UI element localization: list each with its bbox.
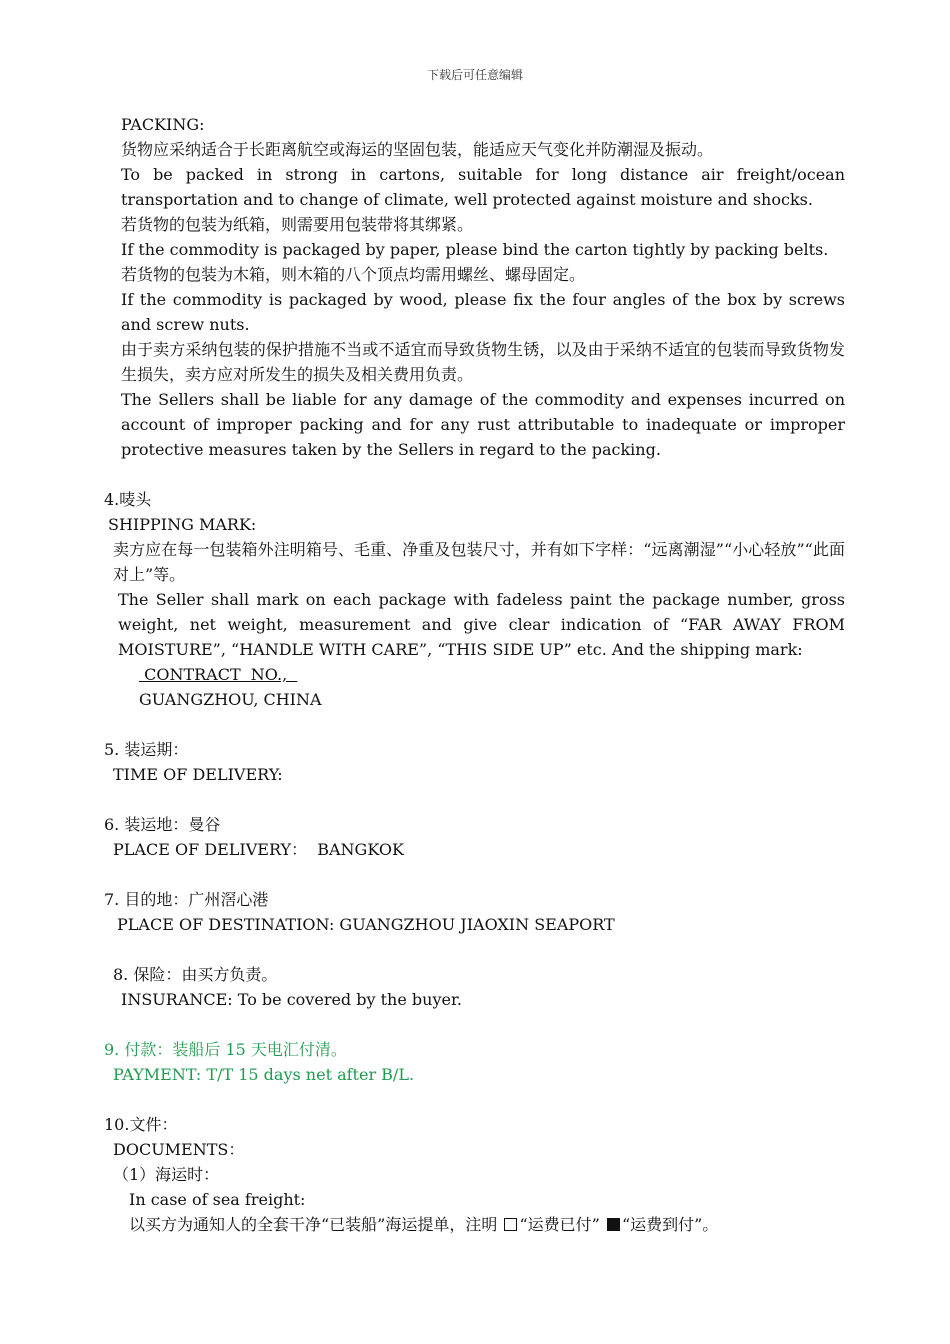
document-body bbox=[104, 112, 845, 1237]
destination-section bbox=[104, 887, 845, 937]
packing-cn-4: 由于卖方采纳包装的保护措施不当或不适宜而导致货物生锈，以及由于采纳不适宜的包装而导致货物发生损失，卖方应对所发生的损失及相关费用负责。 bbox=[121, 340, 845, 384]
delivery-place-section bbox=[104, 812, 845, 862]
packing-cn-1: 货物应采纳适合于长距离航空或海运的坚固包装，能适应天气变化并防潮湿及振动。 bbox=[121, 140, 714, 159]
page-header-note: 下载后可任意编辑 bbox=[426, 68, 523, 82]
shipping-mark-contract bbox=[104, 662, 845, 687]
section-5-title: 5. 装运期： bbox=[104, 740, 189, 759]
section-10-subtitle: DOCUMENTS： bbox=[113, 1140, 245, 1159]
insurance-section bbox=[104, 962, 845, 1012]
section-4-en: The Seller shall mark on each package with fadeless paint the package number, gross weight, net weight, measurement and give clear indication of “FAR AWAY FROM MOISTURE”, “HANDLE WITH CARE”, “THIS SIDE UP” etc. And the shipping mark: bbox=[118, 590, 845, 659]
section-7-title: 7. 目的地：广州滘心港 bbox=[104, 890, 269, 909]
delivery-time-section bbox=[104, 737, 845, 787]
section-4-cn: 卖方应在每一包装箱外注明箱号、毛重、净重及包装尺寸，并有如下字样：“远离潮湿”“小心轻放”“此面对上”等。 bbox=[113, 540, 845, 584]
shipping-mark-contract-text: CONTRACT NO., bbox=[139, 665, 298, 684]
section-10-item-1: （1）海运时： bbox=[113, 1165, 220, 1184]
payment-section bbox=[104, 1037, 845, 1087]
section-10-title: 10.文件： bbox=[104, 1115, 178, 1134]
shipping-mark-section bbox=[104, 487, 845, 712]
freight-prepaid-label: “运费已付” bbox=[519, 1215, 600, 1234]
freight-prepaid-checkbox[interactable] bbox=[504, 1218, 517, 1231]
section-8-title: 8. 保险：由买方负责。 bbox=[113, 965, 278, 984]
section-9-subtitle: PAYMENT: T/T 15 days net after B/L. bbox=[113, 1065, 415, 1084]
section-4-title: 4.唛头 bbox=[104, 490, 152, 509]
packing-en-4: The Sellers shall be liable for any damage of the commodity and expenses incurred on account of improper packing and for any rust attributable to inadequate or improper protective measures taken by the Sellers in regard to the packing. bbox=[121, 390, 845, 459]
shipping-mark-city: GUANGZHOU, CHINA bbox=[139, 690, 322, 709]
documents-section bbox=[104, 1112, 845, 1237]
freight-collect-checkbox[interactable] bbox=[607, 1218, 620, 1231]
packing-cn-2: 若货物的包装为纸箱，则需要用包装带将其绑紧。 bbox=[121, 215, 474, 234]
section-7-subtitle: PLACE OF DESTINATION: GUANGZHOU JIAOXIN SEAPORT bbox=[117, 915, 615, 934]
packing-title: PACKING: bbox=[121, 115, 205, 134]
section-6-title: 6. 装运地：曼谷 bbox=[104, 815, 221, 834]
section-4-subtitle: SHIPPING MARK: bbox=[108, 515, 257, 534]
section-9-title: 9. 付款：装船后 15 天电汇付清。 bbox=[104, 1040, 347, 1059]
packing-en-1: To be packed in strong in cartons, suitable for long distance air freight/ocean transportation and to change of climate, well protected against moisture and shocks. bbox=[121, 165, 845, 209]
packing-en-2: If the commodity is packaged by paper, please bind the carton tightly by packing belts. bbox=[121, 240, 829, 259]
section-10-item-1-cn bbox=[104, 1212, 845, 1237]
section-8-subtitle: INSURANCE: To be covered by the buyer. bbox=[121, 990, 462, 1009]
section-10-item-1-en: In case of sea freight: bbox=[129, 1190, 306, 1209]
packing-section bbox=[104, 112, 845, 462]
freight-collect-label: “运费到付”。 bbox=[621, 1215, 719, 1234]
packing-en-3: If the commodity is packaged by wood, please fix the four angles of the box by screws and screw nuts. bbox=[121, 290, 845, 334]
section-5-subtitle: TIME OF DELIVERY: bbox=[113, 765, 283, 784]
packing-cn-3: 若货物的包装为木箱，则木箱的八个顶点均需用螺丝、螺母固定。 bbox=[121, 265, 586, 284]
section-6-subtitle: PLACE OF DELIVERY： BANGKOK bbox=[113, 840, 404, 859]
bill-of-lading-text: 以买方为通知人的全套干净“已装船”海运提单，注明 bbox=[129, 1215, 498, 1234]
